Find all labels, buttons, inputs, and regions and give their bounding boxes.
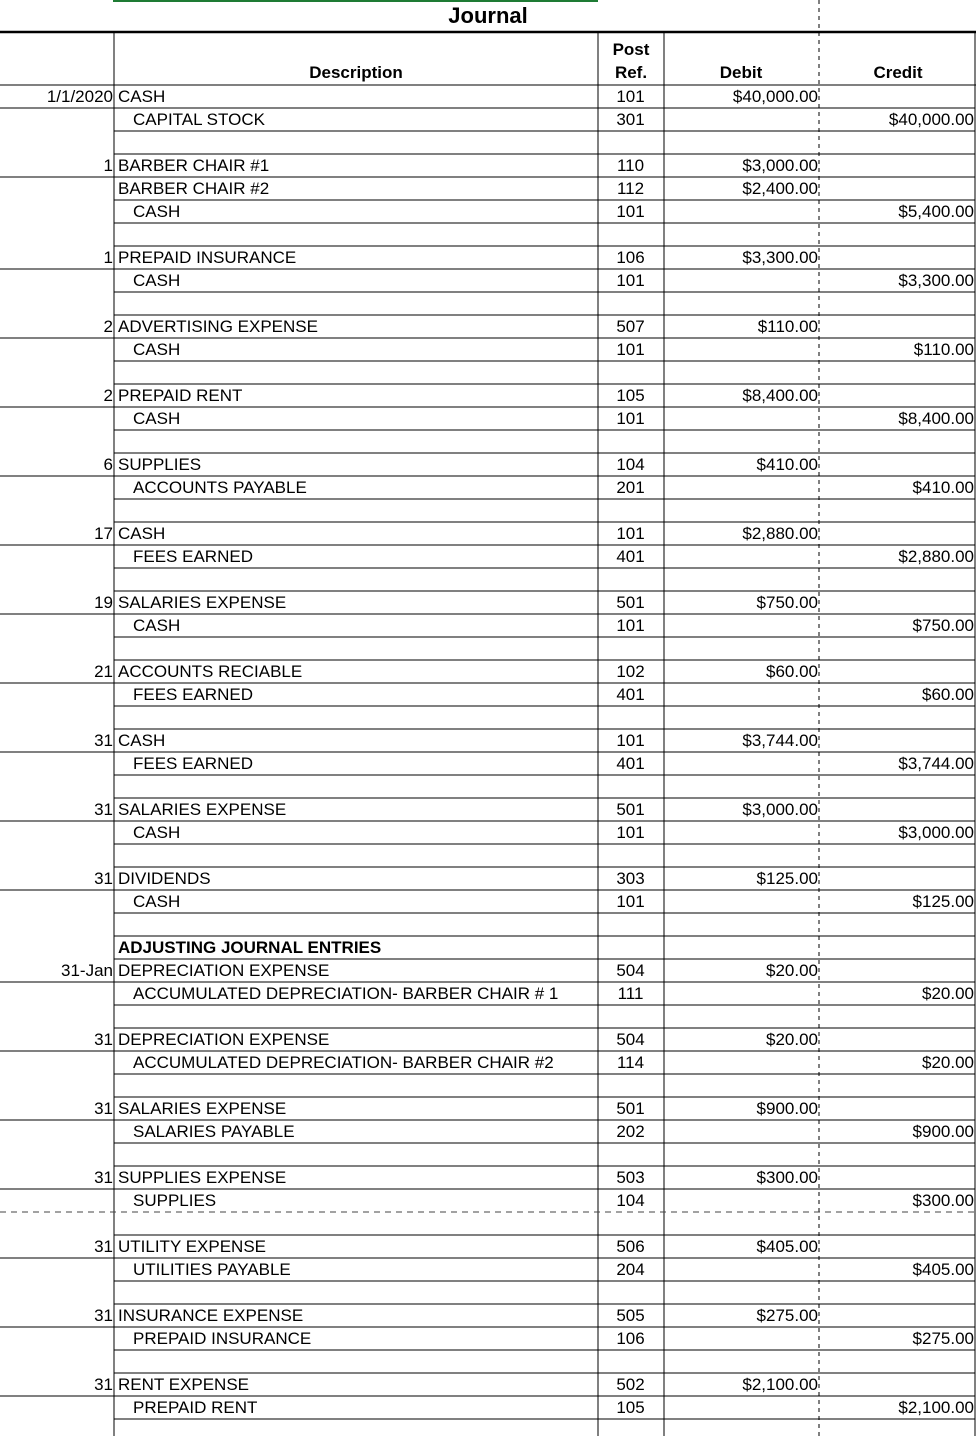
credit-account: FEES EARNED — [133, 685, 253, 704]
credit-amount: $3,744.00 — [898, 754, 974, 773]
credit-account: CASH — [133, 271, 181, 290]
post-ref: 502 — [616, 1375, 645, 1394]
header-description: Description — [309, 63, 403, 82]
debit-amount: $8,400.00 — [742, 386, 818, 405]
post-ref: 101 — [616, 892, 645, 911]
post-ref: 401 — [616, 754, 645, 773]
debit-account: CASH — [118, 731, 166, 750]
post-ref: 101 — [616, 524, 645, 543]
debit-amount: $3,000.00 — [742, 156, 818, 175]
credit-amount: $2,880.00 — [898, 547, 974, 566]
debit-account: CASH — [118, 87, 166, 106]
credit-amount: $20.00 — [922, 1053, 974, 1072]
credit-account: PREPAID INSURANCE — [133, 1329, 312, 1348]
journal-title: Journal — [448, 3, 528, 28]
debit-account: SALARIES EXPENSE — [118, 800, 287, 819]
debit-account: ADVERTISING EXPENSE — [118, 317, 318, 336]
credit-account: ACCOUNTS PAYABLE — [133, 478, 307, 497]
debit-amount: $275.00 — [756, 1306, 818, 1325]
entry-date: 1 — [103, 156, 113, 175]
credit-account: CAPITAL STOCK — [133, 110, 265, 129]
entry-date: 31 — [94, 731, 113, 750]
post-ref: 112 — [616, 179, 645, 198]
post-ref: 507 — [616, 317, 645, 336]
entry-date: 2 — [103, 386, 113, 405]
entry-date: 17 — [94, 524, 113, 543]
credit-account: CASH — [133, 616, 181, 635]
post-ref: 506 — [616, 1237, 645, 1256]
header-post-ref-line1: Post — [612, 40, 650, 59]
credit-amount: $275.00 — [912, 1329, 974, 1348]
credit-account: SALARIES PAYABLE — [133, 1122, 295, 1141]
debit-account: DEPRECIATION EXPENSE — [118, 961, 330, 980]
entry-date: 31 — [94, 1030, 113, 1049]
credit-amount: $900.00 — [912, 1122, 974, 1141]
post-ref: 101 — [616, 731, 645, 750]
credit-account: PREPAID RENT — [133, 1398, 258, 1417]
entry-date: 31 — [94, 869, 113, 888]
post-ref: 503 — [616, 1168, 645, 1187]
header-debit: Debit — [719, 63, 763, 82]
credit-account: FEES EARNED — [133, 547, 253, 566]
debit-account: DEPRECIATION EXPENSE — [118, 1030, 330, 1049]
post-ref: 110 — [616, 156, 645, 175]
header-post-ref-line2: Ref. — [614, 63, 648, 82]
credit-amount: $40,000.00 — [888, 110, 974, 129]
debit-account: RENT EXPENSE — [118, 1375, 250, 1394]
credit-account: CASH — [133, 202, 181, 221]
post-ref: 101 — [616, 271, 645, 290]
credit-amount: $5,400.00 — [898, 202, 974, 221]
entry-date: 31 — [94, 800, 113, 819]
post-ref: 501 — [616, 593, 645, 612]
post-ref: 201 — [616, 478, 645, 497]
debit-amount: $405.00 — [756, 1237, 818, 1256]
post-ref: 101 — [616, 409, 645, 428]
post-ref: 204 — [616, 1260, 645, 1279]
post-ref: 101 — [616, 202, 645, 221]
credit-amount: $405.00 — [912, 1260, 974, 1279]
post-ref: 104 — [616, 1191, 645, 1210]
debit-amount: $300.00 — [756, 1168, 818, 1187]
credit-account: CASH — [133, 340, 181, 359]
debit-account: SUPPLIES — [118, 455, 202, 474]
post-ref: 501 — [616, 800, 645, 819]
debit-amount: $410.00 — [756, 455, 818, 474]
entry-date: 31 — [94, 1099, 113, 1118]
post-ref: 303 — [616, 869, 645, 888]
credit-amount: $300.00 — [912, 1191, 974, 1210]
post-ref: 101 — [616, 616, 645, 635]
header-credit: Credit — [873, 63, 923, 82]
debit-amount: $3,744.00 — [742, 731, 818, 750]
debit-account: CASH — [118, 524, 166, 543]
post-ref: 105 — [616, 1398, 645, 1417]
credit-account: SUPPLIES — [133, 1191, 217, 1210]
debit-account: INSURANCE EXPENSE — [118, 1306, 304, 1325]
credit-amount: $60.00 — [922, 685, 974, 704]
post-ref: 106 — [616, 248, 645, 267]
post-ref: 101 — [616, 87, 645, 106]
debit-amount: $20.00 — [766, 1030, 818, 1049]
entry-date: 1/1/2020 — [46, 87, 113, 106]
post-ref: 114 — [616, 1053, 645, 1072]
credit-amount: $750.00 — [912, 616, 974, 635]
credit-amount: $125.00 — [912, 892, 974, 911]
debit-amount: $2,100.00 — [742, 1375, 818, 1394]
credit-account: ACCUMULATED DEPRECIATION- BARBER CHAIR # 1 — [133, 984, 559, 1003]
post-ref: 102 — [616, 662, 645, 681]
post-ref: 505 — [616, 1306, 645, 1325]
post-ref: 104 — [616, 455, 645, 474]
entry-date: 31 — [94, 1168, 113, 1187]
debit-account: SUPPLIES EXPENSE — [118, 1168, 287, 1187]
credit-account: CASH — [133, 823, 181, 842]
post-ref: 504 — [616, 1030, 645, 1049]
debit-amount: $40,000.00 — [732, 87, 818, 106]
debit-account: ACCOUNTS RECIABLE — [118, 662, 303, 681]
debit-amount: $60.00 — [766, 662, 818, 681]
credit-account: ACCUMULATED DEPRECIATION- BARBER CHAIR #2 — [133, 1053, 554, 1072]
debit-amount: $900.00 — [756, 1099, 818, 1118]
debit-amount: $110.00 — [757, 317, 818, 336]
credit-amount: $3,000.00 — [898, 823, 974, 842]
entry-date: 31 — [94, 1375, 113, 1394]
entry-date: 2 — [103, 317, 113, 336]
entry-date: 31 — [94, 1237, 113, 1256]
credit-amount: $8,400.00 — [898, 409, 974, 428]
post-ref: 401 — [616, 547, 645, 566]
debit-amount: $3,000.00 — [742, 800, 818, 819]
credit-account: CASH — [133, 892, 181, 911]
debit-amount: $2,400.00 — [742, 179, 818, 198]
entry-date: 21 — [94, 662, 113, 681]
credit-amount: $110.00 — [913, 340, 974, 359]
debit-account: BARBER CHAIR #2 — [118, 179, 270, 198]
debit-amount: $2,880.00 — [742, 524, 818, 543]
debit-account: SALARIES EXPENSE — [118, 593, 287, 612]
post-ref: 106 — [616, 1329, 645, 1348]
post-ref: 504 — [616, 961, 645, 980]
debit-account: DIVIDENDS — [118, 869, 211, 888]
debit-account: PREPAID INSURANCE — [118, 248, 297, 267]
entry-date: 6 — [103, 455, 113, 474]
post-ref: 101 — [616, 823, 645, 842]
post-ref: 301 — [616, 110, 645, 129]
entry-date: 1 — [103, 248, 113, 267]
post-ref: 401 — [616, 685, 645, 704]
credit-account: CASH — [133, 409, 181, 428]
post-ref: 105 — [616, 386, 645, 405]
debit-amount: $20.00 — [766, 961, 818, 980]
post-ref: 202 — [616, 1122, 645, 1141]
debit-amount: $3,300.00 — [742, 248, 818, 267]
credit-amount: $2,100.00 — [898, 1398, 974, 1417]
post-ref: 111 — [617, 984, 644, 1003]
debit-account: PREPAID RENT — [118, 386, 243, 405]
credit-amount: $20.00 — [922, 984, 974, 1003]
debit-amount: $125.00 — [756, 869, 818, 888]
post-ref: 501 — [616, 1099, 645, 1118]
credit-amount: $3,300.00 — [898, 271, 974, 290]
debit-amount: $750.00 — [756, 593, 818, 612]
post-ref: 101 — [616, 340, 645, 359]
section-heading: ADJUSTING JOURNAL ENTRIES — [118, 938, 382, 957]
credit-amount: $410.00 — [912, 478, 974, 497]
entry-date: 31 — [94, 1306, 113, 1325]
entry-date: 31-Jan — [61, 961, 113, 980]
debit-account: SALARIES EXPENSE — [118, 1099, 287, 1118]
credit-account: UTILITIES PAYABLE — [133, 1260, 291, 1279]
debit-account: BARBER CHAIR #1 — [118, 156, 270, 175]
debit-account: UTILITY EXPENSE — [118, 1237, 267, 1256]
entry-date: 19 — [94, 593, 113, 612]
credit-account: FEES EARNED — [133, 754, 253, 773]
